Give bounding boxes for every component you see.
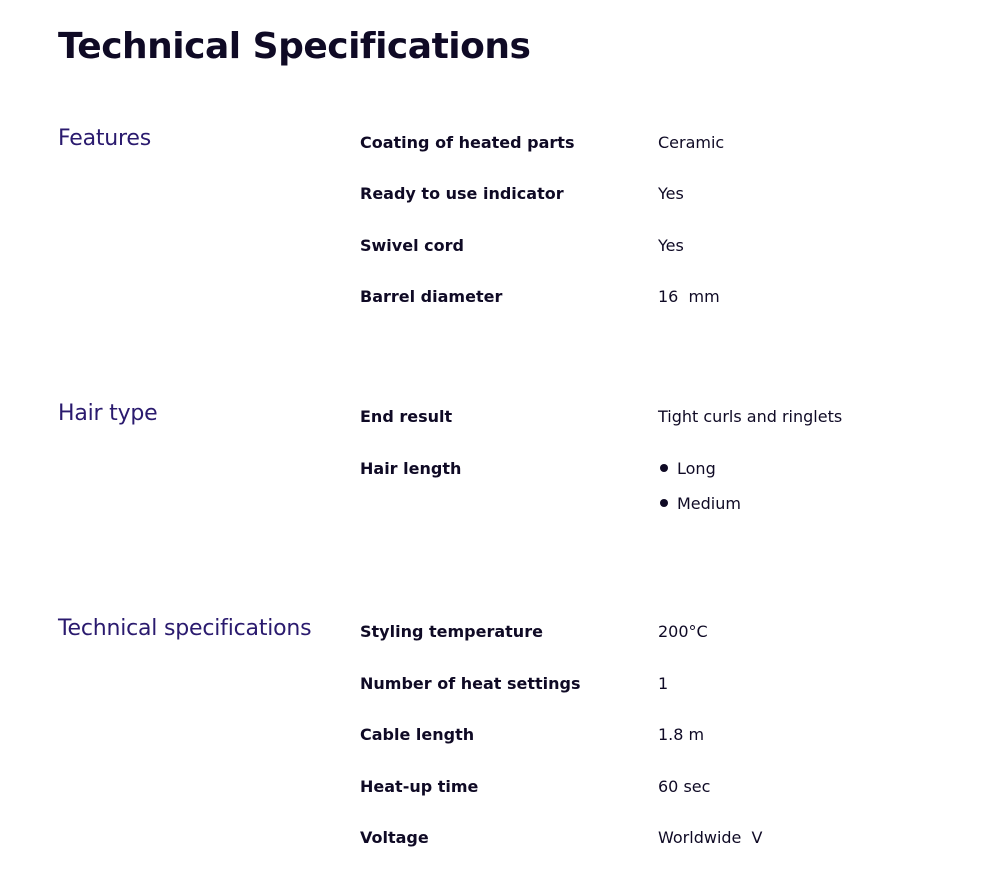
spec-label: Barrel diameter	[360, 287, 503, 306]
spec-value: 200°C	[658, 622, 708, 641]
spec-row	[0, 674, 995, 698]
list-item-text: Medium	[677, 494, 741, 513]
spec-row	[0, 459, 995, 529]
spec-label: Hair length	[360, 459, 462, 478]
spec-row	[0, 287, 995, 311]
list-item-text: Long	[677, 459, 716, 478]
spec-value: 60 sec	[658, 777, 711, 796]
section-title: Technical specifications	[58, 616, 312, 641]
spec-row	[0, 622, 995, 646]
spec-value-list	[658, 459, 741, 529]
spec-row	[0, 777, 995, 801]
page-title: Technical Specifications	[58, 26, 531, 67]
bullet-dot-icon	[660, 464, 668, 472]
spec-row	[0, 184, 995, 208]
spec-row	[0, 725, 995, 749]
spec-value: Worldwide V	[658, 828, 763, 847]
spec-value: Yes	[658, 236, 684, 255]
spec-label: Voltage	[360, 828, 429, 847]
spec-value: 16 mm	[658, 287, 720, 306]
spec-row	[0, 828, 995, 852]
spec-label: Styling temperature	[360, 622, 543, 641]
spec-label: Cable length	[360, 725, 475, 744]
spec-row	[0, 236, 995, 260]
spec-label: End result	[360, 407, 453, 426]
spec-label: Ready to use indicator	[360, 184, 564, 203]
spec-row	[0, 407, 995, 431]
spec-label: Swivel cord	[360, 236, 464, 255]
spec-value: Ceramic	[658, 133, 725, 152]
spec-row	[0, 133, 995, 157]
spec-value: 1.8 m	[658, 725, 705, 744]
section-title: Features	[58, 126, 151, 151]
bullet-dot-icon	[660, 499, 668, 507]
list-item	[658, 459, 741, 494]
spec-label: Heat-up time	[360, 777, 479, 796]
spec-value: Tight curls and ringlets	[658, 407, 843, 426]
spec-value: Yes	[658, 184, 684, 203]
section-title: Hair type	[58, 401, 158, 426]
spec-label: Coating of heated parts	[360, 133, 575, 152]
spec-label: Number of heat settings	[360, 674, 581, 693]
spec-value: 1	[658, 674, 669, 693]
list-item	[658, 494, 741, 529]
